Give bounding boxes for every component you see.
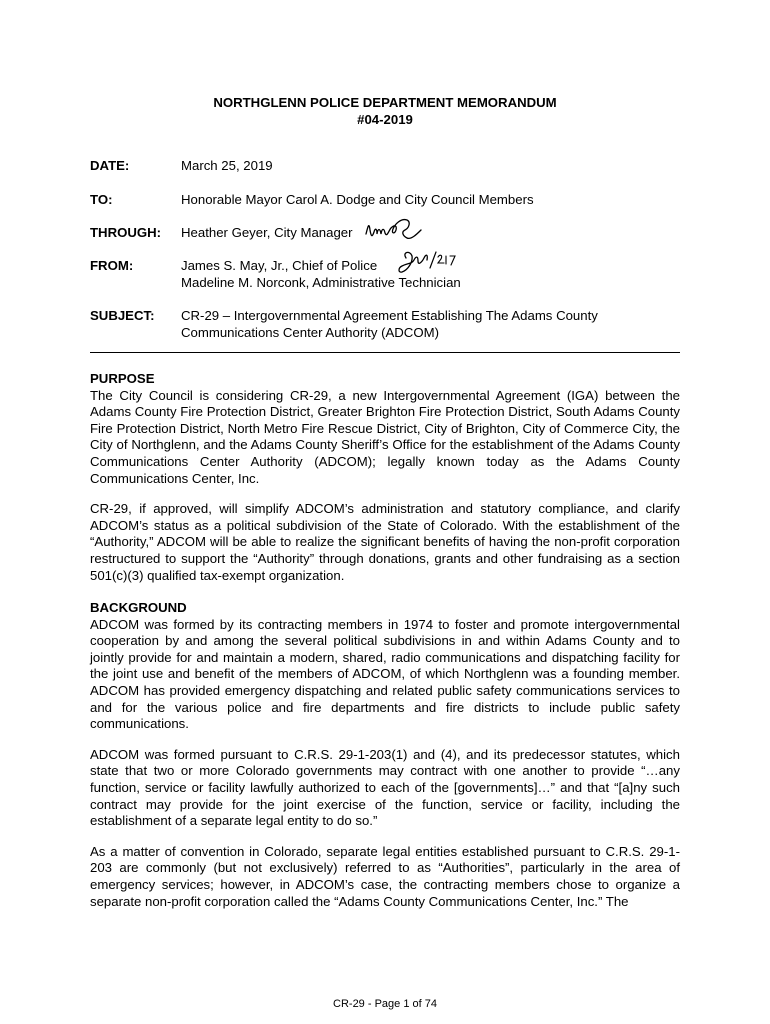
from-label: FROM: — [90, 258, 134, 273]
date-value: March 25, 2019 — [181, 158, 273, 173]
background-heading: BACKGROUND — [90, 600, 187, 615]
background-paragraph-1: ADCOM was formed by its contracting members in 1974 to foster and promote intergovernmental cooperation by and among the several political subdivisions in and within Adams County and to jointly provide for and maintain a modern, shared, radio communications and dispatching facility for the joint use and benefit of the members of ADCOM, of which Northglenn was a founding member. ADCOM has provided emergency dispatching and related public safety communications services to and for the various police and fire departments and fire districts to include public safety communications. — [90, 616, 680, 732]
from-name-1: James S. May, Jr., Chief of Police — [181, 258, 378, 273]
purpose-paragraph-1: The City Council is considering CR-29, a new Intergovernmental Agreement (IGA) between the Adams County Fire Protection District, Greater Brighton Fire Protection District, South Adams County Fire Protection District, North Metro Fire Rescue District, City of Brighton, City of Commerce City, the City of Northglenn, and the Adams County Sheriff’s Office for the establishment of the Adams County Communications Center Authority (ADCOM); legally known today as the Adams County Communications Center, Inc. — [90, 387, 680, 486]
background-section — [90, 600, 680, 924]
through-label: THROUGH: — [90, 225, 162, 240]
to-value: Honorable Mayor Carol A. Dodge and City Council Members — [181, 192, 534, 207]
memo-title — [90, 94, 680, 128]
header-divider — [90, 352, 680, 353]
background-paragraph-3: As a matter of convention in Colorado, separate legal entities established pursuant to C.R.S. 29-1-203 are commonly (but not exclusively) referred to as “Authorities”, particularly in the area of emergency services; however, in ADCOM’s case, the contracting members chose to organize a separate non-profit corporation called the “Adams County Communications Center, Inc.” The — [90, 843, 680, 909]
page-footer: CR-29 - Page 1 of 74 — [333, 998, 437, 1010]
subject-line-2: Communications Center Authority (ADCOM) — [181, 325, 439, 340]
to-label: TO: — [90, 192, 113, 207]
date-label: DATE: — [90, 158, 130, 173]
purpose-paragraph-2: CR-29, if approved, will simplify ADCOM’s administration and statutory compliance, and clarify ADCOM’s status as a political subdivision of the State of Colorado. With the establishment of the “Authority,” ADCOM will be able to realize the significant benefits of having the non-profit corporation restructured to support the “Authority” through donations, grants and other fundraising as a section 501(c)(3) qualified tax-exempt organization. — [90, 501, 680, 583]
purpose-section — [90, 371, 680, 598]
subject-value — [181, 307, 681, 341]
subject-label: SUBJECT: — [90, 308, 155, 323]
purpose-heading: PURPOSE — [90, 371, 155, 386]
memo-number: #04-2019 — [357, 112, 413, 127]
city-manager-initials-signature — [363, 216, 423, 242]
through-value: Heather Geyer, City Manager — [181, 225, 353, 240]
from-name-2: Madeline M. Norconk, Administrative Technician — [181, 275, 461, 290]
subject-line-1: CR-29 – Intergovernmental Agreement Establishing The Adams County — [181, 308, 598, 323]
chief-initials-signature — [396, 248, 458, 276]
memo-title-line1: NORTHGLENN POLICE DEPARTMENT MEMORANDUM — [213, 95, 557, 110]
background-paragraph-2: ADCOM was formed pursuant to C.R.S. 29-1-203(1) and (4), and its predecessor statutes, which state that two or more Colorado governments may contract with one another to provide “…any function, service or facility lawfully authorized to each of the [governments]…” and that “[a]ny such contract may provide for the joint exercise of the function, service or facility, including the establishment of a separate legal entity to do so.” — [90, 746, 680, 829]
